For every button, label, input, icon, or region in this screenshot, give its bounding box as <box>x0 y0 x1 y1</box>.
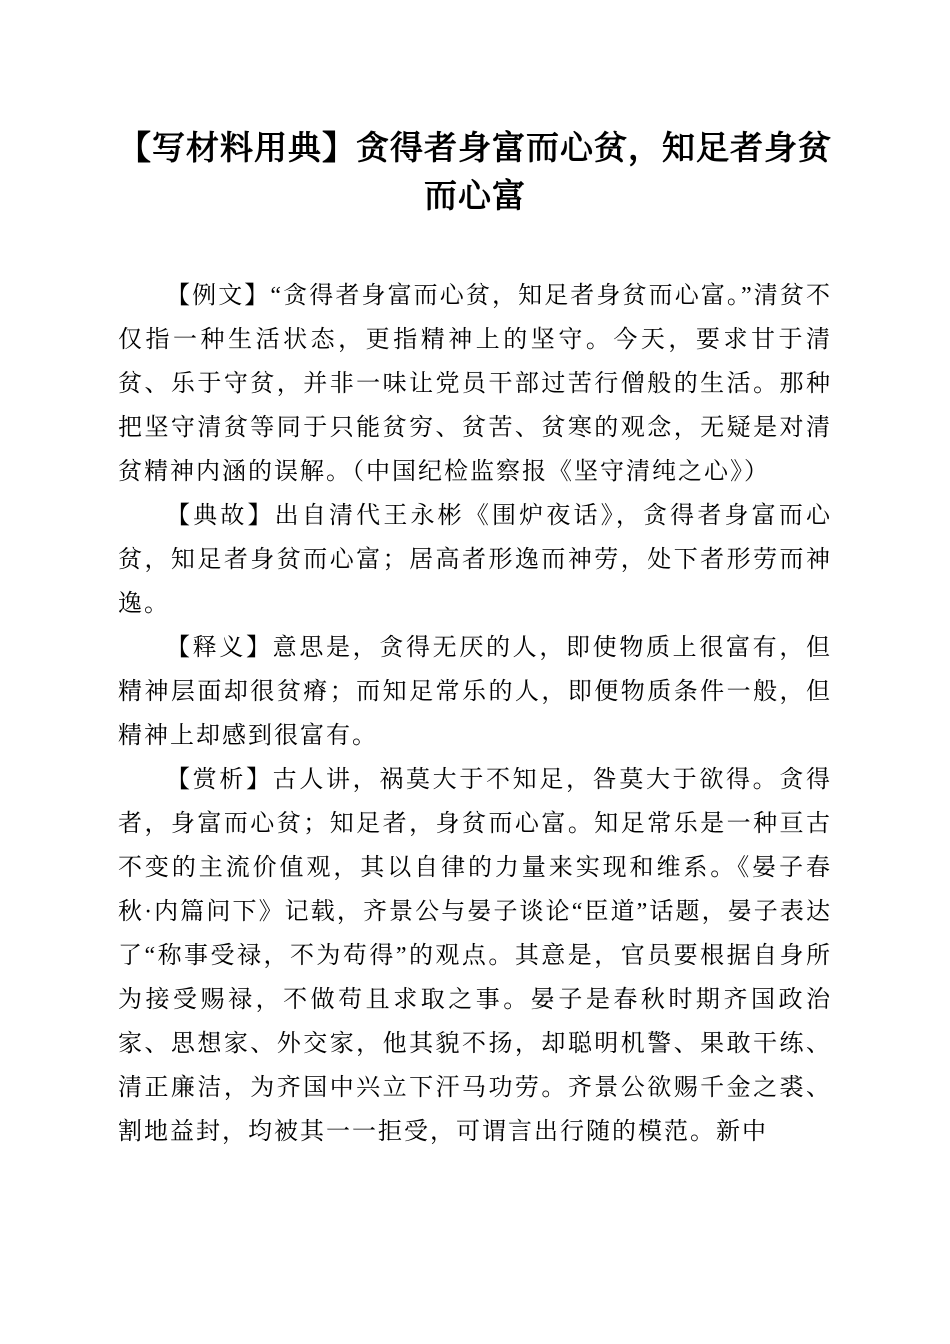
document-body <box>118 274 832 1154</box>
paragraph-example-text: 【例文】“贪得者身富而心贫，知足者身贫而心富。”清贫不仅指一种生活状态，更指精神上的坚守。今天，要求甘于清贫、乐于守贫，并非一味让党员干部过苦行僧般的生活。那种把坚守清贫等同于只能贫穷、贫苦、贫寒的观念，无疑是对清贫精神内涵的误解。（中国纪检监察报《坚守清纯之心》） <box>118 282 832 485</box>
paragraph-allusion: 【典故】出自清代王永彬《围炉夜话》，贪得者身富而心贫，知足者身贫而心富；居高者形逸而神劳，处下者形劳而神逸。 <box>118 502 832 617</box>
paragraph-appreciation: 【赏析】古人讲，祸莫大于不知足，咎莫大于欲得。贪得者，身富而心贫；知足者，身贫而心富。知足常乐是一种亘古不变的主流价值观，其以自律的力量来实现和维系。《晏子春秋·内篇问下》记载，齐景公与晏子谈论“臣道”话题，晏子表达了“称事受禄，不为苟得”的观点。其意是，官员要根据自身所为接受赐禄，不做苟且求取之事。晏子是春秋时期齐国政治家、思想家、外交家，他其貌不扬，却聪明机警、果敢干练、清正廉洁，为齐国中兴立下汗马功劳。齐景公欲赐千金之裘、割地益封，均被其一一拒受，可谓言出行随的模范。新中 <box>118 766 832 1145</box>
paragraph-interpretation: 【释义】意思是，贪得无厌的人，即使物质上很富有，但精神层面却很贫瘠；而知足常乐的人，即便物质条件一般，但精神上却感到很富有。 <box>118 634 832 749</box>
document-title: 【写材料用典】贪得者身富而心贫，知足者身贫而心富 <box>118 131 832 215</box>
